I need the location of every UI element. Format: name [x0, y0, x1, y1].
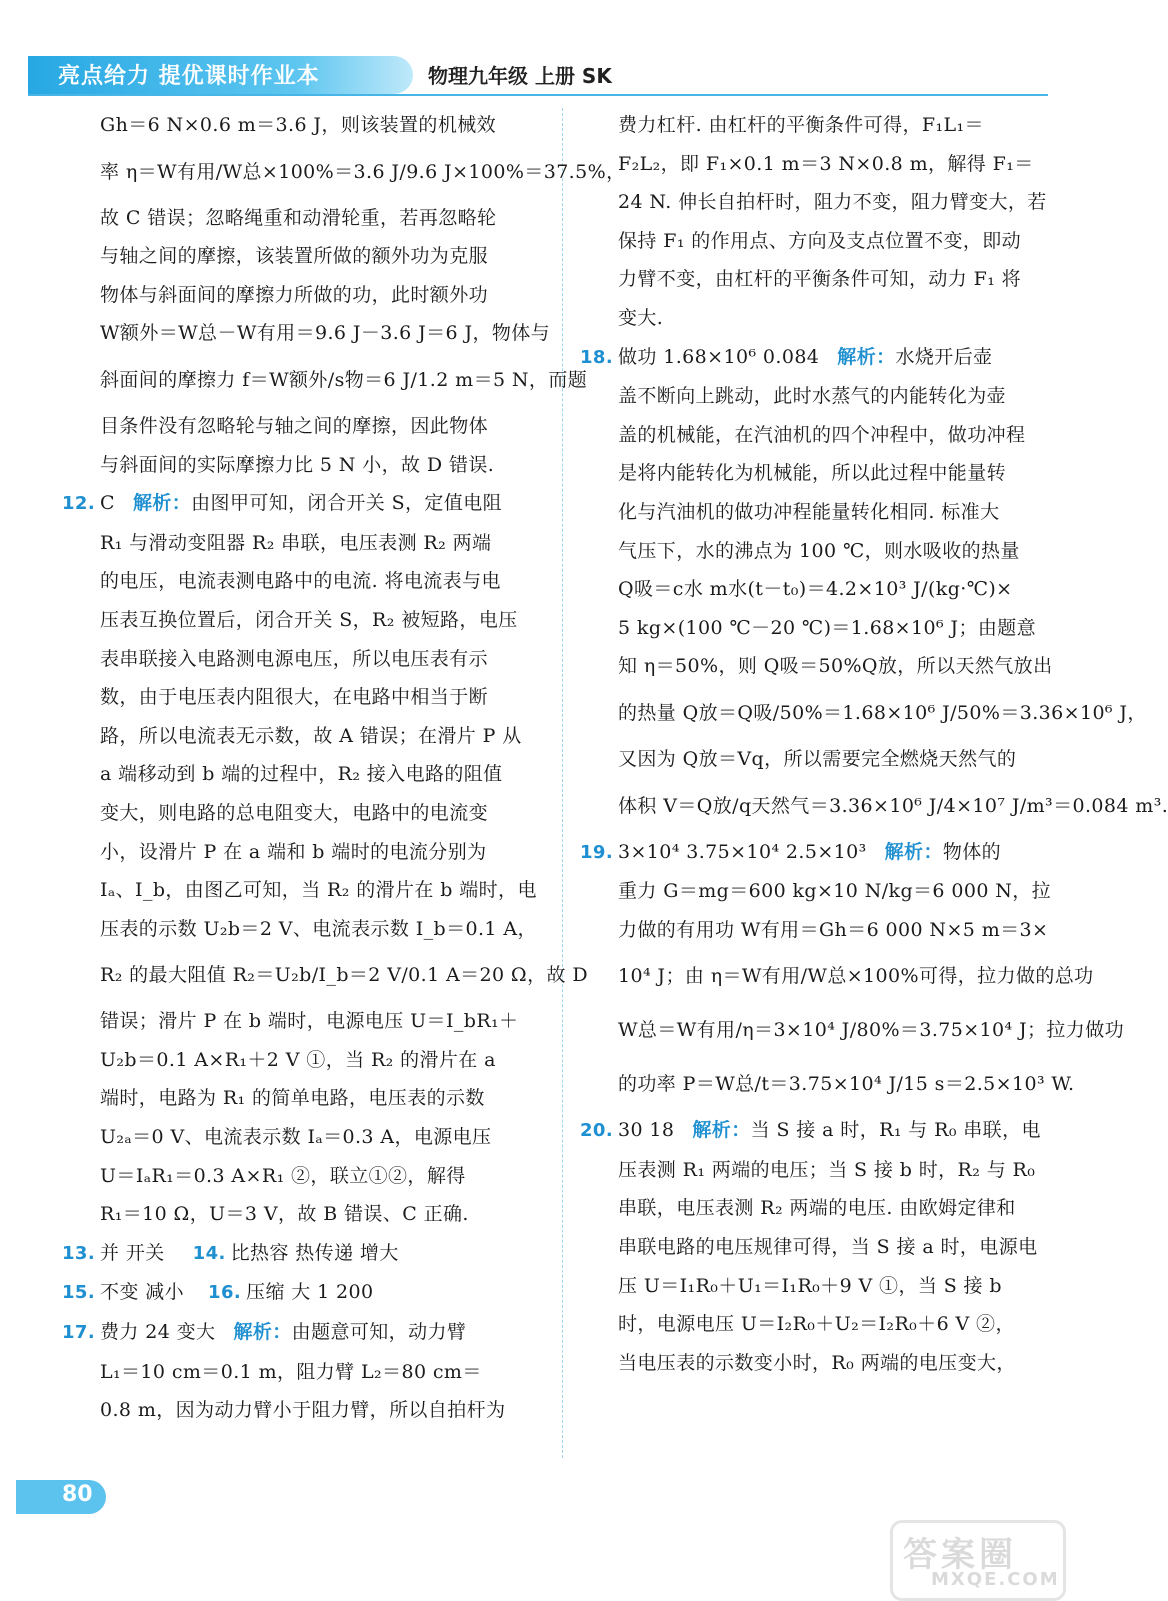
- answer-text: 做功 1.68×10⁶ 0.084: [618, 345, 820, 368]
- text-line: 与轴之间的摩擦，该装置所做的额外功为克服: [100, 245, 489, 268]
- answer-15-16: [62, 1273, 542, 1313]
- answer-text: 3×10⁴ 3.75×10⁴ 2.5×10³: [618, 840, 867, 863]
- text-line: 当电压表的示数变小时，R₀ 两端的电压变大，: [618, 1351, 1016, 1374]
- watermark-url: MXQE.COM: [931, 1569, 1060, 1590]
- text-line: 重力 G＝mg＝600 kg×10 N/kg＝6 000 N，拉: [618, 880, 1052, 903]
- watermark-logo: [890, 1520, 1066, 1601]
- text-line: 压表互换位置后，闭合开关 S，R₂ 被短路，电压: [100, 608, 518, 631]
- text-line: 水烧开后壶: [895, 345, 993, 368]
- text-line: Gh＝6 N×0.6 m＝3.6 J，则该装置的机械效: [100, 114, 497, 136]
- text-line: 串联电路的电压规律可得，当 S 接 a 时，电源电: [618, 1236, 1038, 1259]
- answer-text: 30 18: [618, 1119, 675, 1142]
- text-line: 路，所以电流表无示数，故 A 错误；在滑片 P 从: [100, 724, 522, 747]
- question-number: 15.: [62, 1282, 96, 1304]
- text-line: U＝IₐR₁＝0.3 A×R₁ ②，联立①②，解得: [100, 1164, 466, 1187]
- answer-text: 比热容 热传递 增大: [230, 1241, 399, 1264]
- text-line: 小，设滑片 P 在 a 端和 b 端时的电流分别为: [100, 840, 487, 863]
- question-number: 19.: [580, 841, 614, 863]
- analysis-tag: 解析：: [132, 492, 192, 515]
- text-line: Iₐ、I_b，由图乙可知，当 R₂ 的滑片在 b 端时，电: [100, 879, 537, 902]
- text-line: 目条件没有忽略轮与轴之间的摩擦，因此物体: [100, 414, 489, 437]
- text-line: 盖的机械能，在汽油机的四个冲程中，做功冲程: [618, 423, 1026, 446]
- text-line: 数，由于电压表内阻很大，在电路中相当于断: [100, 686, 489, 709]
- text-line: R₁＝10 Ω，U＝3 V，故 B 错误、C 正确.: [100, 1203, 469, 1226]
- text-line: 串联，电压表测 R₂ 两端的电压. 由欧姆定律和: [618, 1197, 1016, 1220]
- text-line: 是将内能转化为机械能，所以此过程中能量转: [618, 462, 1007, 485]
- answer-18: [580, 338, 1050, 378]
- text-line: 知 η＝50%，则 Q吸＝50%Q放，所以天然气放出: [618, 655, 1053, 678]
- answer-13-14: [62, 1234, 542, 1274]
- text-line: W总＝W有用/η＝3×10⁴ J/80%＝3.75×10⁴ J；拉力做功: [618, 1019, 1125, 1042]
- text-line: 错误；滑片 P 在 b 端时，电源电压 U＝I_bR₁＋: [100, 1010, 519, 1033]
- text-line: 力臂不变，由杠杆的平衡条件可知，动力 F₁ 将: [618, 268, 1022, 291]
- text-line: 压 U＝I₁R₀＋U₁＝I₁R₀＋9 V ①，当 S 接 b: [618, 1274, 1002, 1297]
- text-line: 率 η＝W有用/W总×100%＝3.6 J/9.6 J×100%＝37.5%，: [100, 160, 626, 183]
- text-line: 压表测 R₁ 两端的电压；当 S 接 b 时，R₂ 与 R₀: [618, 1158, 1036, 1181]
- text-line: 的热量 Q放＝Q吸/50%＝1.68×10⁶ J/50%＝3.36×10⁶ J，: [618, 701, 1147, 724]
- text-line: 变大.: [618, 306, 664, 329]
- answer-text: C: [100, 492, 115, 515]
- text-line: 当 S 接 a 时，R₁ 与 R₀ 串联，电: [750, 1119, 1041, 1142]
- book-subtitle: 物理九年级 上册 SK: [428, 64, 612, 88]
- text-line: R₂ 的最大阻值 R₂＝U₂b/I_b＝2 V/0.1 A＝20 Ω，故 D: [100, 964, 588, 987]
- text-line: 由图甲可知，闭合开关 S，定值电阻: [191, 492, 503, 515]
- text-line: 故 C 错误；忽略绳重和动滑轮重，若再忽略轮: [100, 206, 497, 229]
- question-number: 20.: [580, 1120, 614, 1142]
- answer-text: 并 开关: [100, 1241, 165, 1264]
- answer-text: 压缩 大 1 200: [246, 1281, 374, 1304]
- text-line: 的功率 P＝W总/t＝3.75×10⁴ J/15 s＝2.5×10³ W.: [618, 1073, 1075, 1096]
- text-line: 物体的: [942, 840, 1002, 863]
- text-line: 表串联接入电路测电源电压，所以电压表有示: [100, 647, 489, 670]
- text-line: F₂L₂，即 F₁×0.1 m＝3 N×0.8 m，解得 F₁＝: [618, 152, 1034, 175]
- text-line: 斜面间的摩擦力 f＝W额外/s物＝6 J/1.2 m＝5 N，而题: [100, 368, 588, 391]
- text-line: 盖不断向上跳动，此时水蒸气的内能转化为壶: [618, 385, 1007, 408]
- text-line: 变大，则电路的总电阻变大，电路中的电流变: [100, 801, 489, 824]
- text-line: 与斜面间的实际摩擦力比 5 N 小，故 D 错误.: [100, 453, 495, 476]
- question-number: 14.: [192, 1242, 226, 1264]
- text-line: Q吸＝c水 m水(t－t₀)＝4.2×10³ J/(kg·℃)×: [618, 578, 1013, 601]
- text-line: 端时，电路为 R₁ 的简单电路，电压表的示数: [100, 1087, 485, 1110]
- question-number: 17.: [62, 1322, 96, 1344]
- text-line: 5 kg×(100 ℃－20 ℃)＝1.68×10⁶ J；由题意: [618, 616, 1037, 639]
- text-line: 0.8 m，因为动力臂小于阻力臂，所以自拍杆为: [100, 1399, 506, 1422]
- question-number: 12.: [62, 493, 96, 515]
- answer-19: [580, 833, 1050, 873]
- text-line: 时，电源电压 U＝I₂R₀＋U₂＝I₂R₀＋6 V ②，: [618, 1313, 1015, 1336]
- analysis-tag: 解析：: [884, 840, 943, 863]
- answer-17: [62, 1313, 542, 1353]
- page-header: [0, 0, 1077, 100]
- text-line: 保持 F₁ 的作用点、方向及支点位置不变，即动: [618, 229, 1022, 252]
- column-divider: [562, 108, 563, 1458]
- text-line: 化与汽油机的做功冲程能量转化相同. 标准大: [618, 500, 1000, 523]
- question-number: 18.: [580, 346, 614, 368]
- text-line: a 端移动到 b 端的过程中，R₂ 接入电路的阻值: [100, 763, 503, 786]
- answer-12: [62, 484, 542, 524]
- question-number: 13.: [62, 1242, 96, 1264]
- text-line: 费力杠杆. 由杠杆的平衡条件可得，F₁L₁＝: [618, 114, 984, 136]
- text-line: 体积 V＝Q放/q天然气＝3.36×10⁶ J/4×10⁷ J/m³＝0.084 m³.: [618, 794, 1168, 817]
- text-line: 10⁴ J；由 η＝W有用/W总×100%可得，拉力做的总功: [618, 965, 1094, 988]
- text-line: 又因为 Q放＝Vq，所以需要完全燃烧天然气的: [618, 747, 1017, 770]
- text-line: 气压下，水的沸点为 100 ℃，则水吸收的热量: [618, 539, 1020, 562]
- answer-text: 不变 减小: [100, 1281, 185, 1304]
- text-line: 压表的示数 U₂b＝2 V、电流表示数 I_b＝0.1 A，: [100, 917, 537, 940]
- text-line: 的电压，电流表测电路中的电流. 将电流表与电: [100, 570, 501, 593]
- text-line: 物体与斜面间的摩擦力所做的功，此时额外功: [100, 283, 489, 306]
- text-line: R₁ 与滑动变阻器 R₂ 串联，电压表测 R₂ 两端: [100, 531, 492, 554]
- text-line: U₂ₐ＝0 V、电流表示数 Iₐ＝0.3 A，电源电压: [100, 1126, 492, 1149]
- text-line: 力做的有用功 W有用＝Gh＝6 000 N×5 m＝3×: [618, 918, 1049, 941]
- analysis-tag: 解析：: [692, 1119, 751, 1142]
- text-line: W额外＝W总－W有用＝9.6 J－3.6 J＝6 J，物体与: [100, 322, 551, 345]
- answer-20: [580, 1111, 1050, 1151]
- question-number: 16.: [208, 1282, 242, 1304]
- text-line: 由题意可知，动力臂: [291, 1321, 467, 1344]
- book-title: 亮点给力 提优课时作业本: [58, 64, 320, 89]
- header-rule: [28, 94, 1048, 96]
- text-line: U₂b＝0.1 A×R₁＋2 V ①，当 R₂ 的滑片在 a: [100, 1048, 496, 1071]
- text-line: L₁＝10 cm＝0.1 m，阻力臂 L₂＝80 cm＝: [100, 1360, 482, 1383]
- page-number: 80: [62, 1482, 93, 1507]
- analysis-tag: 解析：: [837, 345, 896, 368]
- answer-text: 费力 24 变大: [100, 1321, 216, 1344]
- right-column: [580, 106, 1168, 1382]
- text-line: 24 N. 伸长自拍杆时，阻力不变，阻力臂变大，若: [618, 191, 1047, 214]
- watermark-text: 答案圈: [903, 1535, 1017, 1575]
- analysis-tag: 解析：: [233, 1321, 292, 1344]
